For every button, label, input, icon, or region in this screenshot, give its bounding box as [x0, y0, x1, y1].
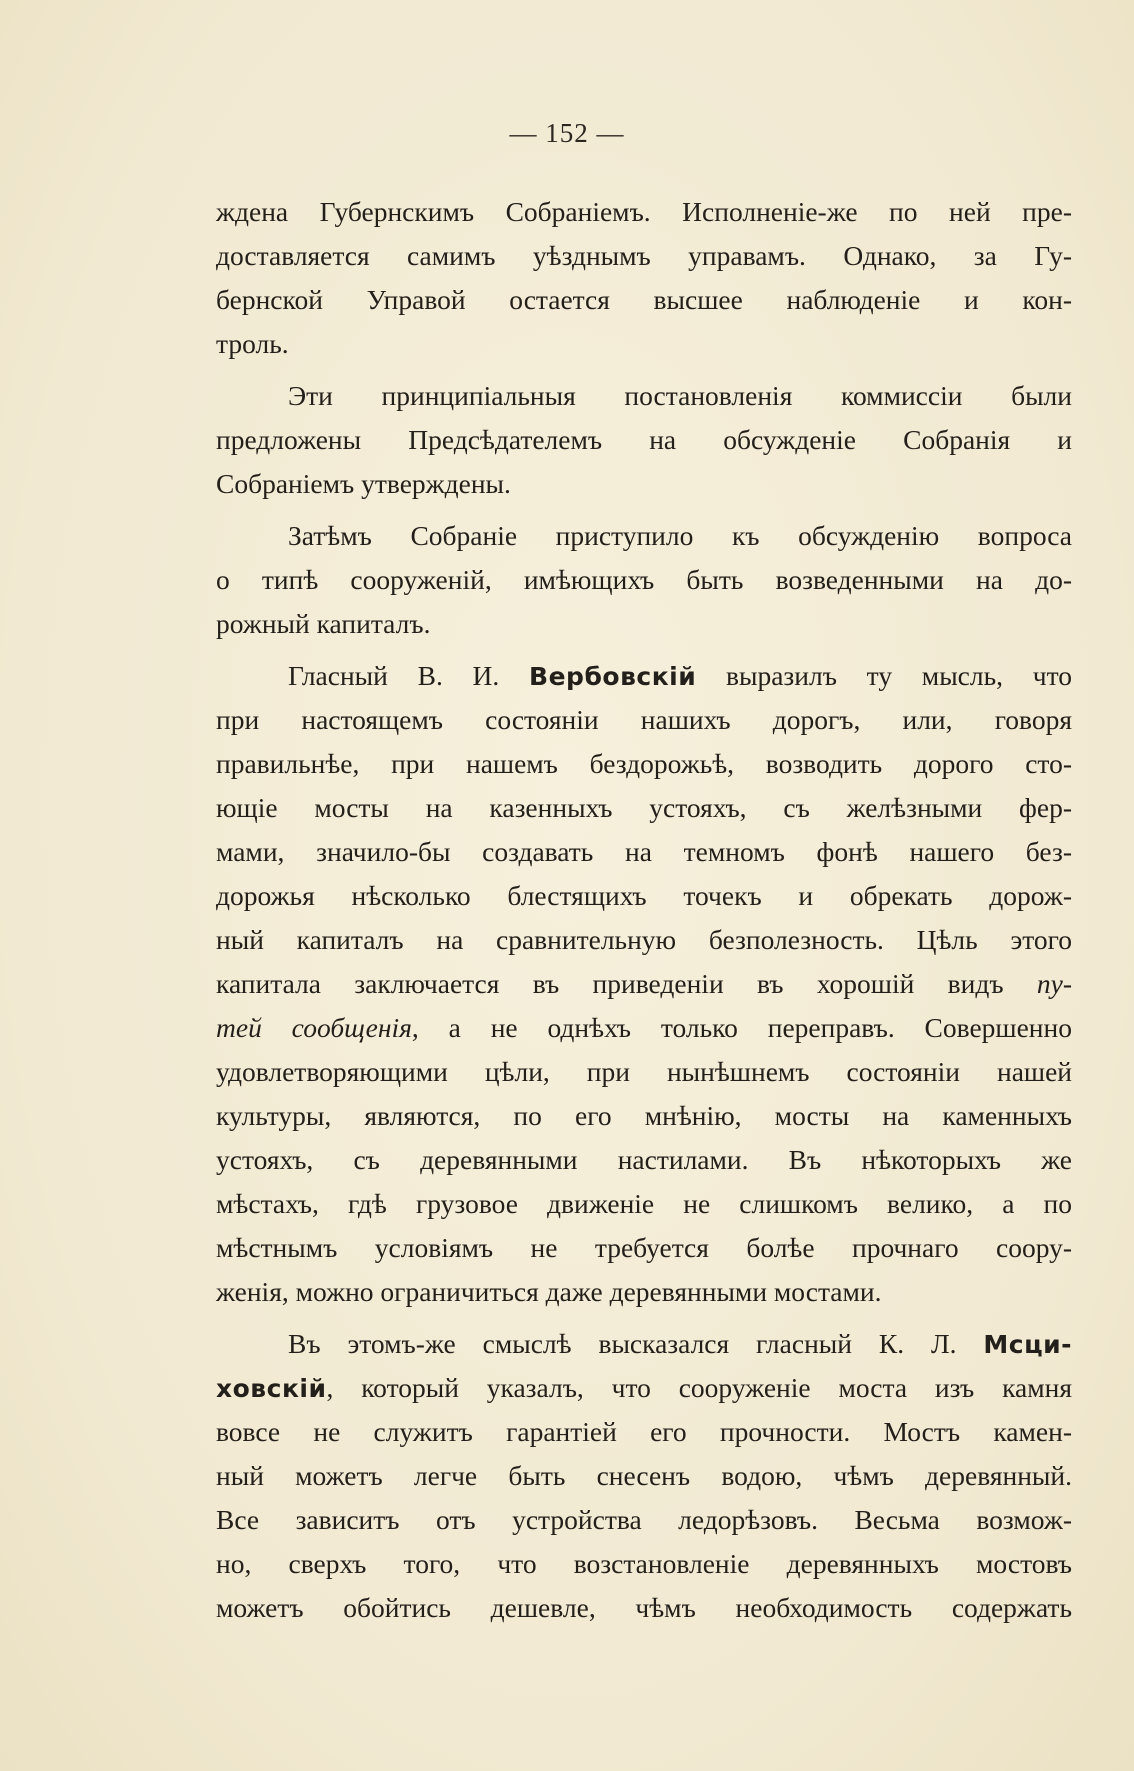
text-segment: предложены Предсѣдателемъ на обсужденіе Собранія и	[216, 424, 1072, 455]
text-segment: при настоящемъ состояніи нашихъ дорогъ, или, говоря	[216, 704, 1072, 735]
text-line	[216, 1270, 1072, 1314]
text-segment: мѣстнымъ условіямъ не требуется болѣе прочнаго соору-	[216, 1232, 1072, 1263]
text-line	[216, 1138, 1072, 1182]
text-segment: ный капиталъ на сравнительную безполезность. Цѣль этого	[216, 924, 1072, 955]
text-line	[216, 1586, 1072, 1630]
text-segment: но, сверхъ того, что возстановленіе деревянныхъ мостовъ	[216, 1548, 1072, 1579]
text-line	[216, 514, 1072, 558]
text-line	[216, 1542, 1072, 1586]
text-line	[216, 1322, 1072, 1366]
text-line	[216, 654, 1072, 698]
emphasis-text: тей сообщенія	[216, 1012, 412, 1043]
body-text	[216, 190, 1072, 1630]
text-line	[216, 962, 1072, 1006]
text-line	[216, 1006, 1072, 1050]
text-segment: выразилъ ту мысль, что	[696, 660, 1072, 691]
text-line	[216, 874, 1072, 918]
text-line	[216, 558, 1072, 602]
text-segment: Затѣмъ Собраніе приступило къ обсужденію вопроса	[288, 520, 1072, 551]
text-segment: , который указалъ, что сооруженіе моста изъ камня	[326, 1372, 1072, 1403]
text-segment: дорожья нѣсколько блестящихъ точекъ и обрекать дорож-	[216, 880, 1072, 911]
text-line	[216, 374, 1072, 418]
speaker-name: Вербовскій	[529, 662, 697, 691]
speaker-name: ховскій	[216, 1374, 327, 1403]
text-segment: удовлетворяющими цѣли, при нынѣшнемъ состояніи нашей	[216, 1056, 1072, 1087]
text-line	[216, 830, 1072, 874]
text-line	[216, 418, 1072, 462]
text-line	[216, 234, 1072, 278]
text-segment: Въ этомъ-же смыслѣ высказался гласный К. Л.	[288, 1328, 984, 1359]
text-line	[216, 190, 1072, 234]
text-line	[216, 462, 1072, 506]
text-line	[216, 1050, 1072, 1094]
text-segment: женія, можно ограничиться даже деревянными мостами.	[216, 1276, 882, 1307]
text-line	[216, 1498, 1072, 1542]
text-segment: Эти принципіальныя постановленія коммиссіи были	[288, 380, 1072, 411]
text-line	[216, 602, 1072, 646]
text-line	[216, 1410, 1072, 1454]
text-segment: ждена Губернскимъ Собраніемъ. Исполненіе-же по ней пре-	[216, 196, 1072, 227]
text-line	[216, 1226, 1072, 1270]
text-segment: доставляется самимъ уѣзднымъ управамъ. Однако, за Гу-	[216, 240, 1072, 271]
text-segment: , а не однѣхъ только переправъ. Совершенно	[411, 1012, 1072, 1043]
text-segment: капитала заключается въ приведеніи въ хорошій видъ	[216, 968, 1037, 999]
text-segment: вовсе не служитъ гарантіей его прочности. Мостъ камен-	[216, 1416, 1072, 1447]
text-line	[216, 698, 1072, 742]
text-segment: ющіе мосты на казенныхъ устояхъ, съ желѣзными фер-	[216, 792, 1072, 823]
text-segment: рожный капиталъ.	[216, 608, 431, 639]
text-segment: троль.	[216, 328, 289, 359]
text-segment: о типѣ сооруженій, имѣющихъ быть возведенными на до-	[216, 564, 1072, 595]
emphasis-text: пу-	[1036, 968, 1072, 999]
text-segment: ный можетъ легче быть снесенъ водою, чѣмъ деревянный.	[216, 1460, 1072, 1491]
text-segment: бернской Управой остается высшее наблюденіе и кон-	[216, 284, 1072, 315]
text-line	[216, 278, 1072, 322]
text-segment: устояхъ, съ деревянными настилами. Въ нѣкоторыхъ же	[216, 1144, 1072, 1175]
text-line	[216, 1182, 1072, 1226]
text-line	[216, 1454, 1072, 1498]
text-line	[216, 322, 1072, 366]
text-line	[216, 742, 1072, 786]
text-segment: мѣстахъ, гдѣ грузовое движеніе не слишкомъ велико, а по	[216, 1188, 1072, 1219]
text-line	[216, 918, 1072, 962]
text-segment: можетъ обойтись дешевле, чѣмъ необходимость содержать	[216, 1592, 1072, 1623]
page-number: — 152 —	[509, 118, 625, 148]
text-line	[216, 1094, 1072, 1138]
text-segment: Собраніемъ утверждены.	[216, 468, 511, 499]
text-line	[216, 786, 1072, 830]
text-segment: правильнѣе, при нашемъ бездорожьѣ, возводить дорого сто-	[216, 748, 1072, 779]
text-segment: Гласный В. И.	[288, 660, 530, 691]
text-segment: культуры, являются, по его мнѣнію, мосты на каменныхъ	[216, 1100, 1072, 1131]
text-line	[216, 1366, 1072, 1410]
text-segment: мами, значило-бы создавать на темномъ фонѣ нашего без-	[216, 836, 1072, 867]
text-segment: Все зависитъ отъ устройства ледорѣзовъ. Весьма возмож-	[216, 1504, 1072, 1535]
speaker-name: Мсци-	[983, 1330, 1072, 1359]
